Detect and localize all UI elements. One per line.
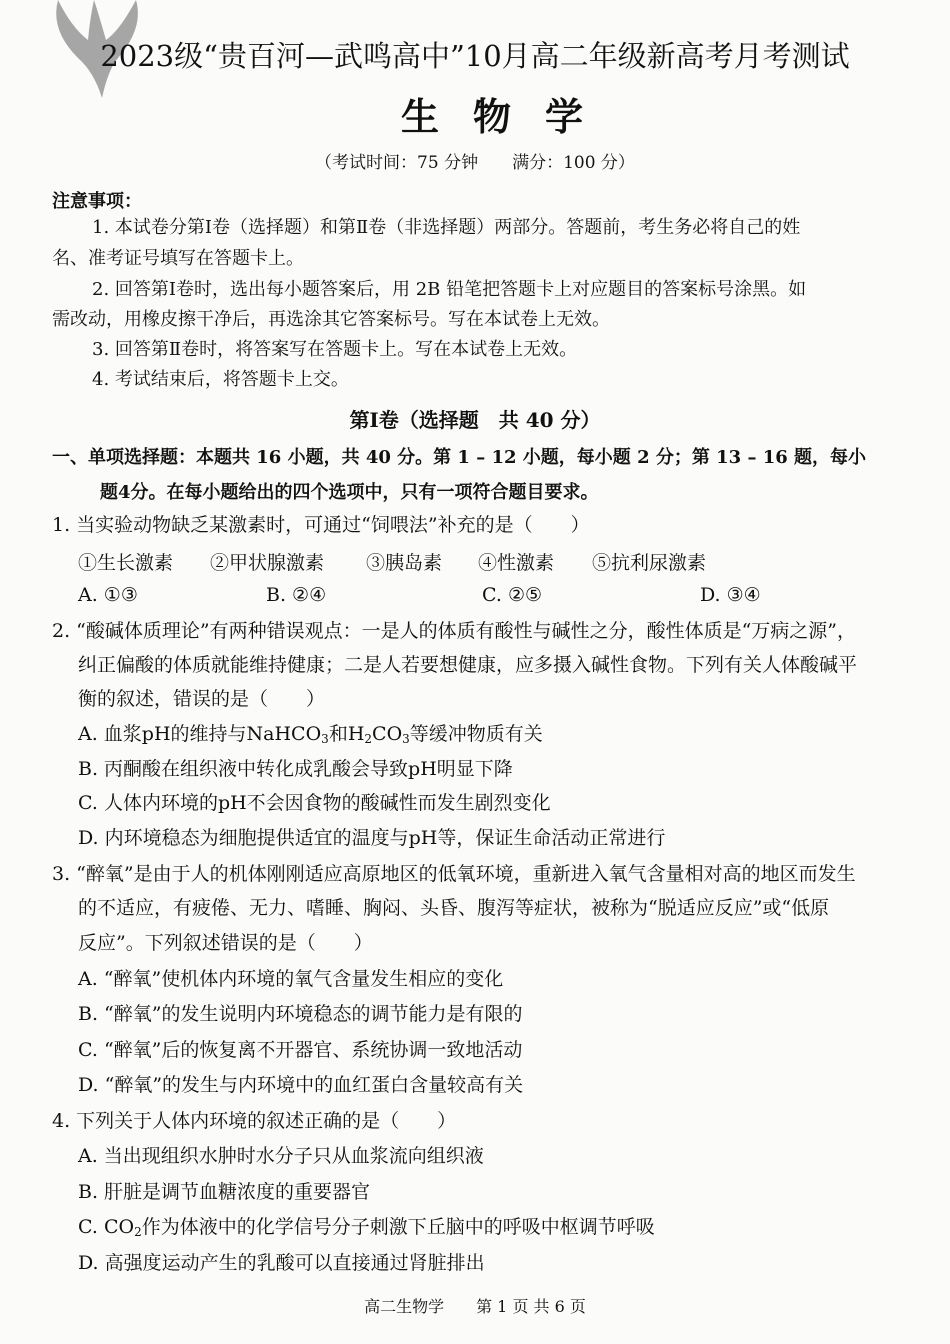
question-3-stem: 3. “醉氧”是由于人的机体刚刚适应高原地区的低氧环境，重新进入氧气含量相对高的地区而发生 bbox=[52, 863, 856, 885]
notes-heading: 注意事项： bbox=[52, 191, 142, 212]
question-4-stem: 4. 下列关于人体内环境的叙述正确的是（ ） bbox=[52, 1110, 457, 1132]
q4-option-b: B. 肝脏是调节血糖浓度的重要器官 bbox=[78, 1181, 371, 1203]
question-2-stem: 纠正偏酸的体质就能维持健康；二是人若要想健康，应多摄入碱性食物。下列有关人体酸碱平 bbox=[78, 654, 858, 676]
note-line: 4. 考试结束后，将答题卡上交。 bbox=[92, 369, 349, 390]
note-line: 名、准考证号填写在答题卡上。 bbox=[52, 248, 304, 269]
question-3-stem: 的不适应，有疲倦、无力、嗜睡、胸闷、头昏、腹泻等症状，被称为“脱适应反应”或“低原 bbox=[78, 897, 830, 919]
q1-item: ①生长激素 bbox=[78, 552, 174, 574]
section-instruction: 一、单项选择题：本题共 16 小题，共 40 分。第 1 – 12 小题，每小题 2 分；第 13 – 16 题，每小 bbox=[52, 447, 867, 468]
question-2-stem: 衡的叙述，错误的是（ ） bbox=[78, 688, 326, 710]
q3-option-a: A. “醉氧”使机体内环境的氧气含量发生相应的变化 bbox=[78, 968, 504, 990]
q4-option-d: D. 高强度运动产生的乳酸可以直接通过肾脏排出 bbox=[78, 1252, 485, 1274]
q3-option-b: B. “醉氧”的发生说明内环境稳态的调节能力是有限的 bbox=[78, 1003, 523, 1025]
section-instruction: 题4分。在每小题给出的四个选项中，只有一项符合题目要求。 bbox=[100, 482, 599, 503]
q3-option-d: D. “醉氧”的发生与内环境中的血红蛋白含量较高有关 bbox=[78, 1074, 524, 1096]
q4-option-c: C. $CO_2$作为体液中的化学信号分子刺激下丘脑中的呼吸中枢调节呼吸 bbox=[78, 1216, 655, 1239]
section-title: 第Ⅰ卷（选择题 共 40 分） bbox=[349, 408, 601, 432]
subject-title: 生物学 bbox=[400, 94, 617, 139]
q1-item: ②甲状腺激素 bbox=[210, 552, 325, 574]
q1-option-d: D. ③④ bbox=[700, 584, 761, 606]
note-line: 1. 本试卷分第Ⅰ卷（选择题）和第Ⅱ卷（非选择题）两部分。答题前，考生务必将自己的姓 bbox=[92, 217, 801, 238]
q1-item: ⑤抗利尿激素 bbox=[592, 552, 707, 574]
q4-option-a: A. 当出现组织水肿时水分子只从血浆流向组织液 bbox=[78, 1145, 484, 1167]
q1-item: ④性激素 bbox=[478, 552, 555, 574]
question-3-stem: 反应”。下列叙述错误的是（ ） bbox=[78, 932, 373, 954]
exam-info: （考试时间：75 分钟 满分：100 分） bbox=[315, 153, 635, 173]
q1-option-c: C. ②⑤ bbox=[482, 584, 543, 606]
q3-option-c: C. “醉氧”后的恢复离不开器官、系统协调一致地活动 bbox=[78, 1039, 523, 1061]
page-footer: 高二生物学 第 1 页 共 6 页 bbox=[364, 1297, 586, 1316]
q2-option-d: D. 内环境稳态为细胞提供适宜的温度与pH等，保证生命活动正常进行 bbox=[78, 827, 666, 849]
question-2-stem: 2. “酸碱体质理论”有两种错误观点：一是人的体质有酸性与碱性之分，酸性体质是“万病之源”， bbox=[52, 620, 857, 642]
exam-title: 2023级“贵百河—武鸣高中”10月高二年级新高考月考测试 bbox=[100, 39, 850, 73]
note-line: 需改动，用橡皮擦干净后，再选涂其它答案标号。写在本试卷上无效。 bbox=[52, 309, 610, 330]
q1-option-b: B. ②④ bbox=[266, 584, 327, 606]
question-1-stem: 1. 当实验动物缺乏某激素时，可通过“饲喂法”补充的是（ ） bbox=[52, 514, 590, 536]
q1-item: ③胰岛素 bbox=[366, 552, 443, 574]
note-line: 3. 回答第Ⅱ卷时，将答案写在答题卡上。写在本试卷上无效。 bbox=[92, 339, 578, 360]
q2-option-a: A. 血浆pH的维持与NaHCO$_3$和$H_2CO_3$等缓冲物质有关 bbox=[78, 723, 543, 746]
q1-option-a: A. ①③ bbox=[78, 584, 138, 606]
note-line: 2. 回答第Ⅰ卷时，选出每小题答案后，用 2B 铅笔把答题卡上对应题目的答案标号涂黑。如 bbox=[92, 279, 807, 300]
q2-option-c: C. 人体内环境的pH不会因食物的酸碱性而发生剧烈变化 bbox=[78, 792, 551, 814]
q2-option-b: B. 丙酮酸在组织液中转化成乳酸会导致pH明显下降 bbox=[78, 758, 513, 780]
